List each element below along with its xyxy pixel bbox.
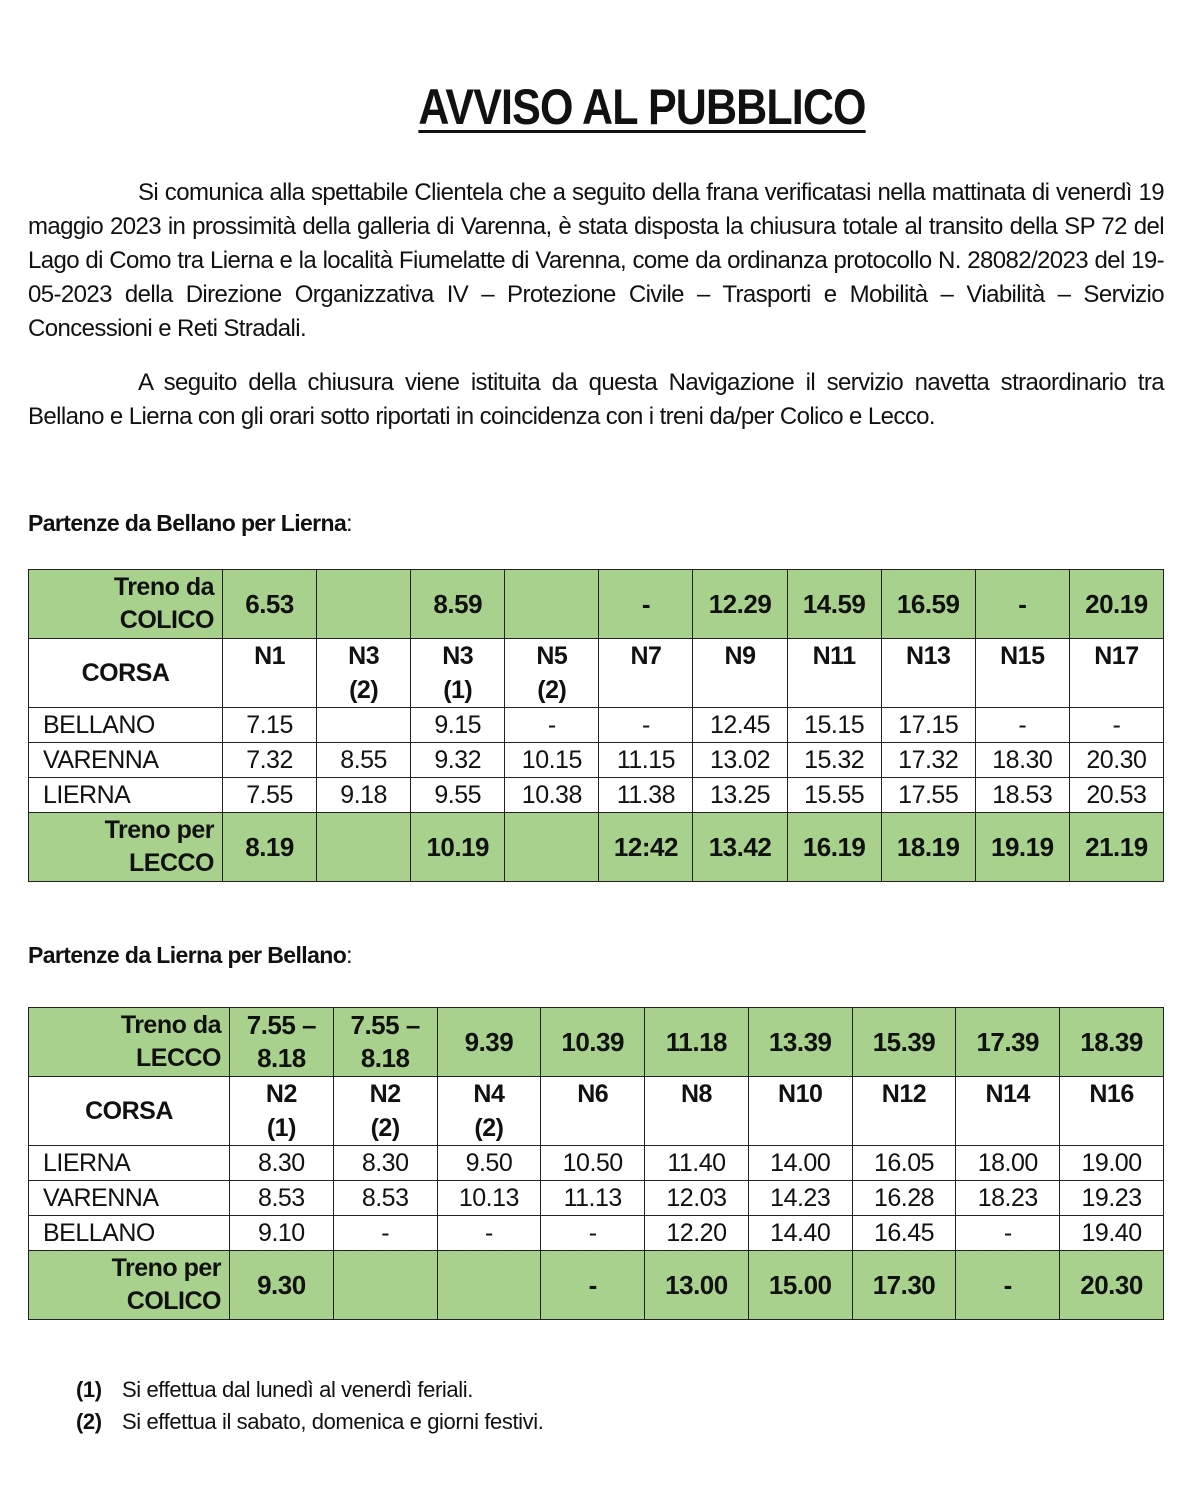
stop-time: 19.00: [1060, 1146, 1164, 1181]
stop-time: 7.32: [223, 743, 317, 778]
train-to-time: 17.30: [852, 1251, 956, 1320]
stop-time: 8.53: [333, 1181, 437, 1216]
stop-row: [29, 1146, 1164, 1181]
train-from-label: [29, 570, 223, 639]
train-from-time: 12.29: [693, 570, 787, 639]
train-to-time: 8.19: [223, 813, 317, 882]
train-to-time: [317, 813, 411, 882]
train-from-time: [645, 1008, 749, 1077]
intro-paragraph: Si comunica alla spettabile Clientela che a seguito della frana verificatasi nella mattinata di venerdì 19 maggio 2023 in prossimità della galleria di Varenna, è stata disposta la chiusura totale al transito della SP 72 del Lago di Como tra Lierna e la località Fiumelatte di Varenna, come da ordinanza protocollo N. 28082/2023 del 19-05-2023 della Direzione Organizzativa IV – Protezione Civile – Trasporti e Mobilità – Viabilità – Servizio Concessioni e Reti Stradali.: [28, 179, 1164, 342]
stop-time: 9.10: [230, 1216, 334, 1251]
timetable-lierna-bellano: [28, 1007, 1164, 1320]
cell-line: 11.18: [665, 1026, 728, 1057]
cell-line: COLICO: [126, 1287, 221, 1315]
train-from-time: [317, 570, 411, 639]
stop-time: 12.03: [645, 1181, 749, 1216]
stop-time: 15.15: [787, 708, 881, 743]
train-to-label: [29, 1251, 230, 1320]
train-from-time: [437, 1008, 541, 1077]
stop-time: 9.15: [411, 708, 505, 743]
stop-time: 17.55: [881, 778, 975, 813]
train-from-time: [333, 1008, 437, 1077]
corsa-id: N1: [254, 642, 286, 670]
stop-time: 13.25: [693, 778, 787, 813]
section-heading-lierna-bellano: Partenze da Lierna per Bellano:: [28, 942, 352, 968]
corsa-label: CORSA: [29, 1077, 230, 1146]
cell-line: 7.55 –: [246, 1010, 317, 1040]
train-to-time: 19.19: [975, 813, 1069, 882]
train-to-row: [29, 813, 1164, 882]
cell-line: COLICO: [119, 606, 214, 634]
corsa-number: [852, 1077, 956, 1146]
train-to-row: [29, 1251, 1164, 1320]
stop-time: 8.55: [317, 743, 411, 778]
stop-row: [29, 708, 1164, 743]
stop-time: 15.32: [787, 743, 881, 778]
cell-line: 17.39: [976, 1026, 1040, 1057]
stop-time: 10.38: [505, 778, 599, 813]
train-to-time: [505, 813, 599, 882]
cell-line: 8.18: [257, 1043, 306, 1073]
corsa-row: [29, 639, 1164, 708]
corsa-id: N3: [348, 642, 380, 670]
stop-time: [317, 708, 411, 743]
cell-line: Treno da: [120, 1011, 221, 1039]
corsa-id: N16: [1089, 1080, 1134, 1108]
train-from-time: 8.59: [411, 570, 505, 639]
corsa-id: N4: [473, 1080, 505, 1108]
train-to-time: 20.30: [1060, 1251, 1164, 1320]
train-to-time: 21.19: [1069, 813, 1163, 882]
stop-time: 7.15: [223, 708, 317, 743]
train-to-label: [29, 813, 223, 882]
stop-time: -: [1069, 708, 1163, 743]
cell-line: Treno per: [104, 816, 214, 844]
corsa-number: [505, 639, 599, 708]
train-to-time: [437, 1251, 541, 1320]
stop-time: 17.15: [881, 708, 975, 743]
train-from-time: -: [975, 570, 1069, 639]
corsa-number: [787, 639, 881, 708]
train-from-time: [541, 1008, 645, 1077]
corsa-id: N15: [1000, 642, 1045, 670]
train-to-time: -: [541, 1251, 645, 1320]
train-from-row: [29, 1008, 1164, 1077]
train-from-time: [956, 1008, 1060, 1077]
train-to-time: 13.00: [645, 1251, 749, 1320]
stop-time: 13.02: [693, 743, 787, 778]
stop-time: 20.53: [1069, 778, 1163, 813]
stop-time: 8.30: [333, 1146, 437, 1181]
stop-time: 9.50: [437, 1146, 541, 1181]
corsa-number: [881, 639, 975, 708]
train-from-row: [29, 570, 1164, 639]
stop-time: 17.32: [881, 743, 975, 778]
corsa-id: N2: [265, 1080, 297, 1108]
corsa-number: [1060, 1077, 1164, 1146]
cell-line: Treno per: [111, 1254, 221, 1282]
stop-time: -: [975, 708, 1069, 743]
stop-time: 9.55: [411, 778, 505, 813]
stop-row: [29, 1181, 1164, 1216]
stop-time: 11.13: [541, 1181, 645, 1216]
stop-name: BELLANO: [29, 1216, 230, 1251]
train-to-time: 12:42: [599, 813, 693, 882]
cell-line: LECCO: [129, 849, 214, 877]
stop-time: 16.28: [852, 1181, 956, 1216]
train-from-time: [748, 1008, 852, 1077]
corsa-note: (2): [474, 1114, 504, 1142]
corsa-label: CORSA: [29, 639, 223, 708]
corsa-id: N10: [778, 1080, 823, 1108]
corsa-id: N2: [369, 1080, 401, 1108]
cell-line: 10.39: [561, 1026, 624, 1057]
train-from-label: [29, 1008, 230, 1077]
train-from-time: 16.59: [881, 570, 975, 639]
stop-time: 10.15: [505, 743, 599, 778]
stop-time: 14.00: [748, 1146, 852, 1181]
stop-time: 18.00: [956, 1146, 1060, 1181]
train-to-time: 16.19: [787, 813, 881, 882]
cell-line: 18.39: [1080, 1026, 1143, 1057]
footnote: (1) Si effettua dal lunedì al venerdì feriali.: [76, 1377, 473, 1402]
corsa-number: [230, 1077, 334, 1146]
stop-name: VARENNA: [29, 1181, 230, 1216]
stop-time: 19.40: [1060, 1216, 1164, 1251]
stop-name: LIERNA: [29, 778, 223, 813]
train-to-time: 15.00: [748, 1251, 852, 1320]
cell-line: 15.39: [872, 1026, 936, 1057]
train-to-time: -: [956, 1251, 1060, 1320]
corsa-note: (2): [349, 676, 379, 704]
train-from-time: -: [599, 570, 693, 639]
stop-time: 16.05: [852, 1146, 956, 1181]
stop-time: 15.55: [787, 778, 881, 813]
cell-line: LECCO: [136, 1044, 221, 1072]
corsa-id: N9: [724, 642, 756, 670]
cell-line: 13.39: [768, 1026, 832, 1057]
stop-time: -: [333, 1216, 437, 1251]
corsa-id: N14: [985, 1080, 1030, 1108]
stop-time: -: [599, 708, 693, 743]
timetable-bellano-lierna: [28, 569, 1164, 882]
train-from-time: 14.59: [787, 570, 881, 639]
stop-time: 14.23: [748, 1181, 852, 1216]
train-to-time: 9.30: [230, 1251, 334, 1320]
corsa-note: (2): [370, 1114, 400, 1142]
train-from-time: [230, 1008, 334, 1077]
corsa-number: [599, 639, 693, 708]
cell-line: 7.55 –: [350, 1010, 420, 1040]
stop-row: [29, 743, 1164, 778]
train-to-time: [333, 1251, 437, 1320]
corsa-id: N8: [680, 1080, 712, 1108]
stop-time: 19.23: [1060, 1181, 1164, 1216]
corsa-number: [317, 639, 411, 708]
stop-time: 18.30: [975, 743, 1069, 778]
train-from-time: [1060, 1008, 1164, 1077]
stop-time: 12.45: [693, 708, 787, 743]
section-heading-bellano-lierna: Partenze da Bellano per Lierna:: [28, 510, 352, 536]
corsa-id: N5: [536, 642, 568, 670]
stop-time: 11.40: [645, 1146, 749, 1181]
stop-time: 10.13: [437, 1181, 541, 1216]
page-title: AVVISO AL PUBBLICO: [418, 79, 866, 135]
footnotes: [76, 1374, 543, 1438]
corsa-note: (2): [537, 676, 567, 704]
footnote: (2) Si effettua il sabato, domenica e giorni festivi.: [76, 1409, 544, 1434]
stop-time: -: [956, 1216, 1060, 1251]
train-from-time: 20.19: [1069, 570, 1163, 639]
train-from-time: 6.53: [223, 570, 317, 639]
stop-row: [29, 778, 1164, 813]
stop-time: 8.30: [230, 1146, 334, 1181]
stop-time: 14.40: [748, 1216, 852, 1251]
stop-time: 20.30: [1069, 743, 1163, 778]
corsa-number: [956, 1077, 1060, 1146]
corsa-number: [748, 1077, 852, 1146]
corsa-id: N13: [906, 642, 951, 670]
stop-time: -: [437, 1216, 541, 1251]
corsa-id: N3: [442, 642, 474, 670]
corsa-number: [693, 639, 787, 708]
stop-row: [29, 1216, 1164, 1251]
train-from-time: [505, 570, 599, 639]
stop-time: 11.38: [599, 778, 693, 813]
stop-time: 7.55: [223, 778, 317, 813]
stop-time: -: [505, 708, 599, 743]
train-from-time: [852, 1008, 956, 1077]
stop-time: 8.53: [230, 1181, 334, 1216]
stop-time: 9.18: [317, 778, 411, 813]
corsa-number: [333, 1077, 437, 1146]
stop-time: 11.15: [599, 743, 693, 778]
stop-time: 9.32: [411, 743, 505, 778]
corsa-number: [1069, 639, 1163, 708]
corsa-row: [29, 1077, 1164, 1146]
corsa-id: N7: [630, 642, 662, 670]
stop-time: 16.45: [852, 1216, 956, 1251]
cell-line: Treno da: [113, 573, 214, 601]
corsa-note: (1): [443, 676, 473, 704]
cell-line: 9.39: [464, 1026, 514, 1057]
cell-line: 8.18: [360, 1043, 410, 1073]
corsa-number: [645, 1077, 749, 1146]
stop-time: 18.53: [975, 778, 1069, 813]
stop-time: 10.50: [541, 1146, 645, 1181]
corsa-number: [411, 639, 505, 708]
stop-time: 18.23: [956, 1181, 1060, 1216]
corsa-note: (1): [266, 1114, 296, 1142]
train-to-time: 13.42: [693, 813, 787, 882]
corsa-number: [437, 1077, 541, 1146]
stop-time: 12.20: [645, 1216, 749, 1251]
corsa-number: [223, 639, 317, 708]
train-to-time: 10.19: [411, 813, 505, 882]
shuttle-paragraph: A seguito della chiusura viene istituita da questa Navigazione il servizio navetta straordinario tra Bellano e Lierna con gli orari sotto riportati in coincidenza con i treni da/per Colico e Lecco.: [28, 369, 1164, 430]
corsa-number: [975, 639, 1069, 708]
stop-name: VARENNA: [29, 743, 223, 778]
corsa-id: N11: [812, 642, 856, 670]
corsa-id: N17: [1094, 642, 1139, 670]
corsa-id: N12: [881, 1080, 927, 1108]
stop-name: LIERNA: [29, 1146, 230, 1181]
corsa-id: N6: [577, 1080, 609, 1108]
corsa-number: [541, 1077, 645, 1146]
stop-time: -: [541, 1216, 645, 1251]
stop-name: BELLANO: [29, 708, 223, 743]
train-to-time: 18.19: [881, 813, 975, 882]
